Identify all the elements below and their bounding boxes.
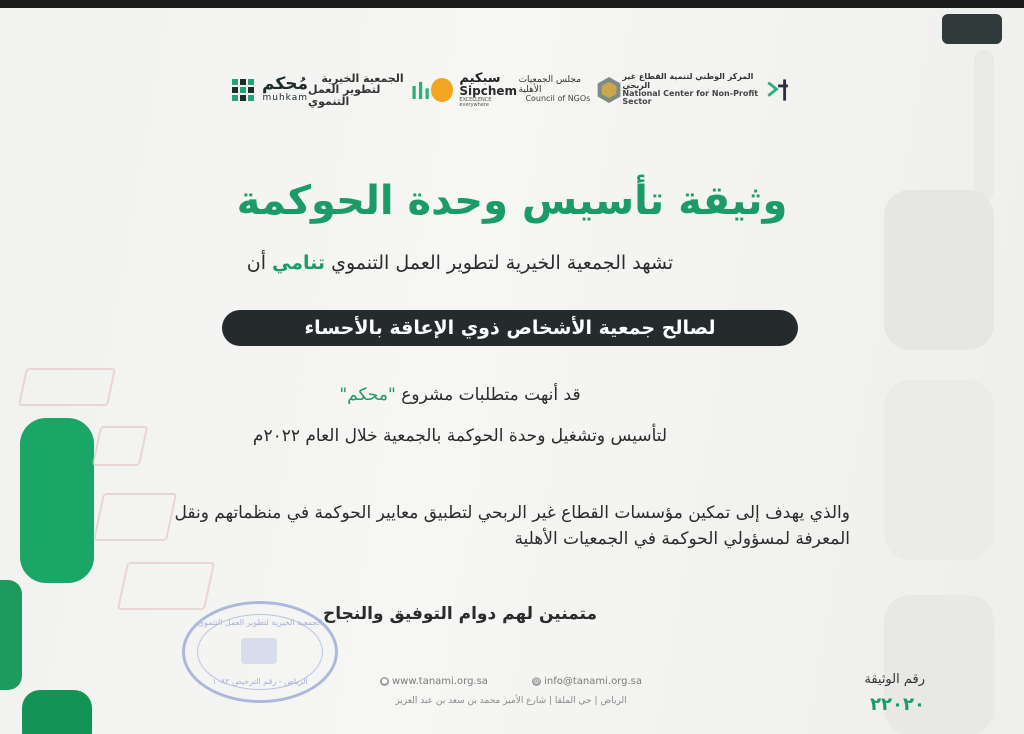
purpose-line: لتأسيس وتشغيل وحدة الحوكمة بالجمعية خلال العام ٢٠٢٢م <box>252 426 668 446</box>
intro-line <box>150 252 770 274</box>
goal-paragraph: والذي يهدف إلى تمكين مؤسسات القطاع غير الربحي لتطبيق معايير الحوكمة في منظماتهم ونقل المعرفة لمسؤولي الحوكمة في الجمعيات الأهلية <box>174 503 850 549</box>
tanami-bars-icon <box>410 77 431 103</box>
footer-address: الرياض | حي الملقا | شارع الأمير محمد بن سعد بن عبد العزيز <box>395 696 627 706</box>
tanami-logo-line2: لتطوير العمل التنموي <box>308 83 381 108</box>
official-stamp <box>182 601 338 703</box>
intro-brand: تنامي <box>272 252 326 274</box>
council-logo <box>519 73 623 107</box>
doc-number-label: رقم الوثيقة <box>864 672 925 687</box>
council-hex-icon <box>596 73 622 107</box>
website-text: www.tanami.org.sa <box>392 676 488 687</box>
footer-contacts <box>380 676 642 687</box>
muhkam-logo-en: muhkam <box>262 93 308 104</box>
requirements-prefix: قد أنهت متطلبات مشروع <box>401 385 581 405</box>
decor-green-shape <box>0 580 22 690</box>
tanami-logo <box>308 73 431 108</box>
muhkam-logo <box>230 76 308 103</box>
stamp-emblem <box>241 638 277 664</box>
intro-suffix: أن <box>246 252 266 274</box>
sipchem-logo-ar: سبكيم <box>459 70 501 86</box>
stamp-bottom-text: الرياض - رقم الترخيص ١٠٨٢ <box>212 677 308 686</box>
intro-prefix: تشهد الجمعية الخيرية لتطوير العمل التنموي <box>331 252 674 274</box>
muhkam-logo-ar: مُحكم <box>262 74 308 95</box>
email-contact[interactable] <box>532 676 642 687</box>
email-text: info@tanami.org.sa <box>544 676 642 687</box>
ncnp-logo <box>622 73 790 107</box>
ncnp-logo-ar: المركز الوطني لتنمية القطاع غير الربحي <box>622 72 754 90</box>
ncnp-logo-en: National Center for Non-Profit Sector <box>622 89 759 107</box>
stamp-top-text: الجمعية الخيرية لتطوير العمل التنموي <box>197 618 323 627</box>
decor-green-shape <box>22 690 92 734</box>
partner-logos <box>230 62 790 118</box>
decor-checkbox <box>92 426 149 466</box>
sipchem-logo <box>431 72 519 109</box>
decor-checkbox <box>18 368 116 406</box>
corner-tab <box>942 14 1002 44</box>
council-logo-en: Council of NGOs <box>525 94 591 104</box>
decor-shape <box>884 380 994 560</box>
sipchem-logo-en: Sipchem <box>459 84 518 99</box>
project-name: "محكم" <box>339 385 396 405</box>
website-contact[interactable] <box>380 676 488 687</box>
decor-checkbox <box>117 562 215 610</box>
tanami-logo-line1: الجمعية الخيرية <box>321 71 404 85</box>
ncnp-arrows-icon <box>765 73 790 107</box>
globe-icon: ● <box>381 677 388 685</box>
council-logo-ar: مجلس الجمعيات الأهلية <box>518 75 582 95</box>
sipchem-circle-icon <box>431 78 454 102</box>
doc-number: ٢٢٠٢٠ <box>870 694 925 715</box>
decor-green-shape <box>20 418 94 583</box>
top-edge <box>0 0 1024 8</box>
sipchem-tagline: EXCELLENCE everywhere <box>459 96 492 109</box>
closing-wish: متمنين لهم دوام التوفيق والنجاح <box>322 604 598 624</box>
certificate-title: وثيقة تأسيس وحدة الحوكمة <box>236 178 788 224</box>
requirements-line <box>150 385 770 405</box>
muhkam-grid-icon <box>230 77 256 103</box>
recipient-banner: لصالح جمعية الأشخاص ذوي الإعاقة بالأحساء <box>222 310 798 346</box>
email-icon: @ <box>533 677 541 685</box>
